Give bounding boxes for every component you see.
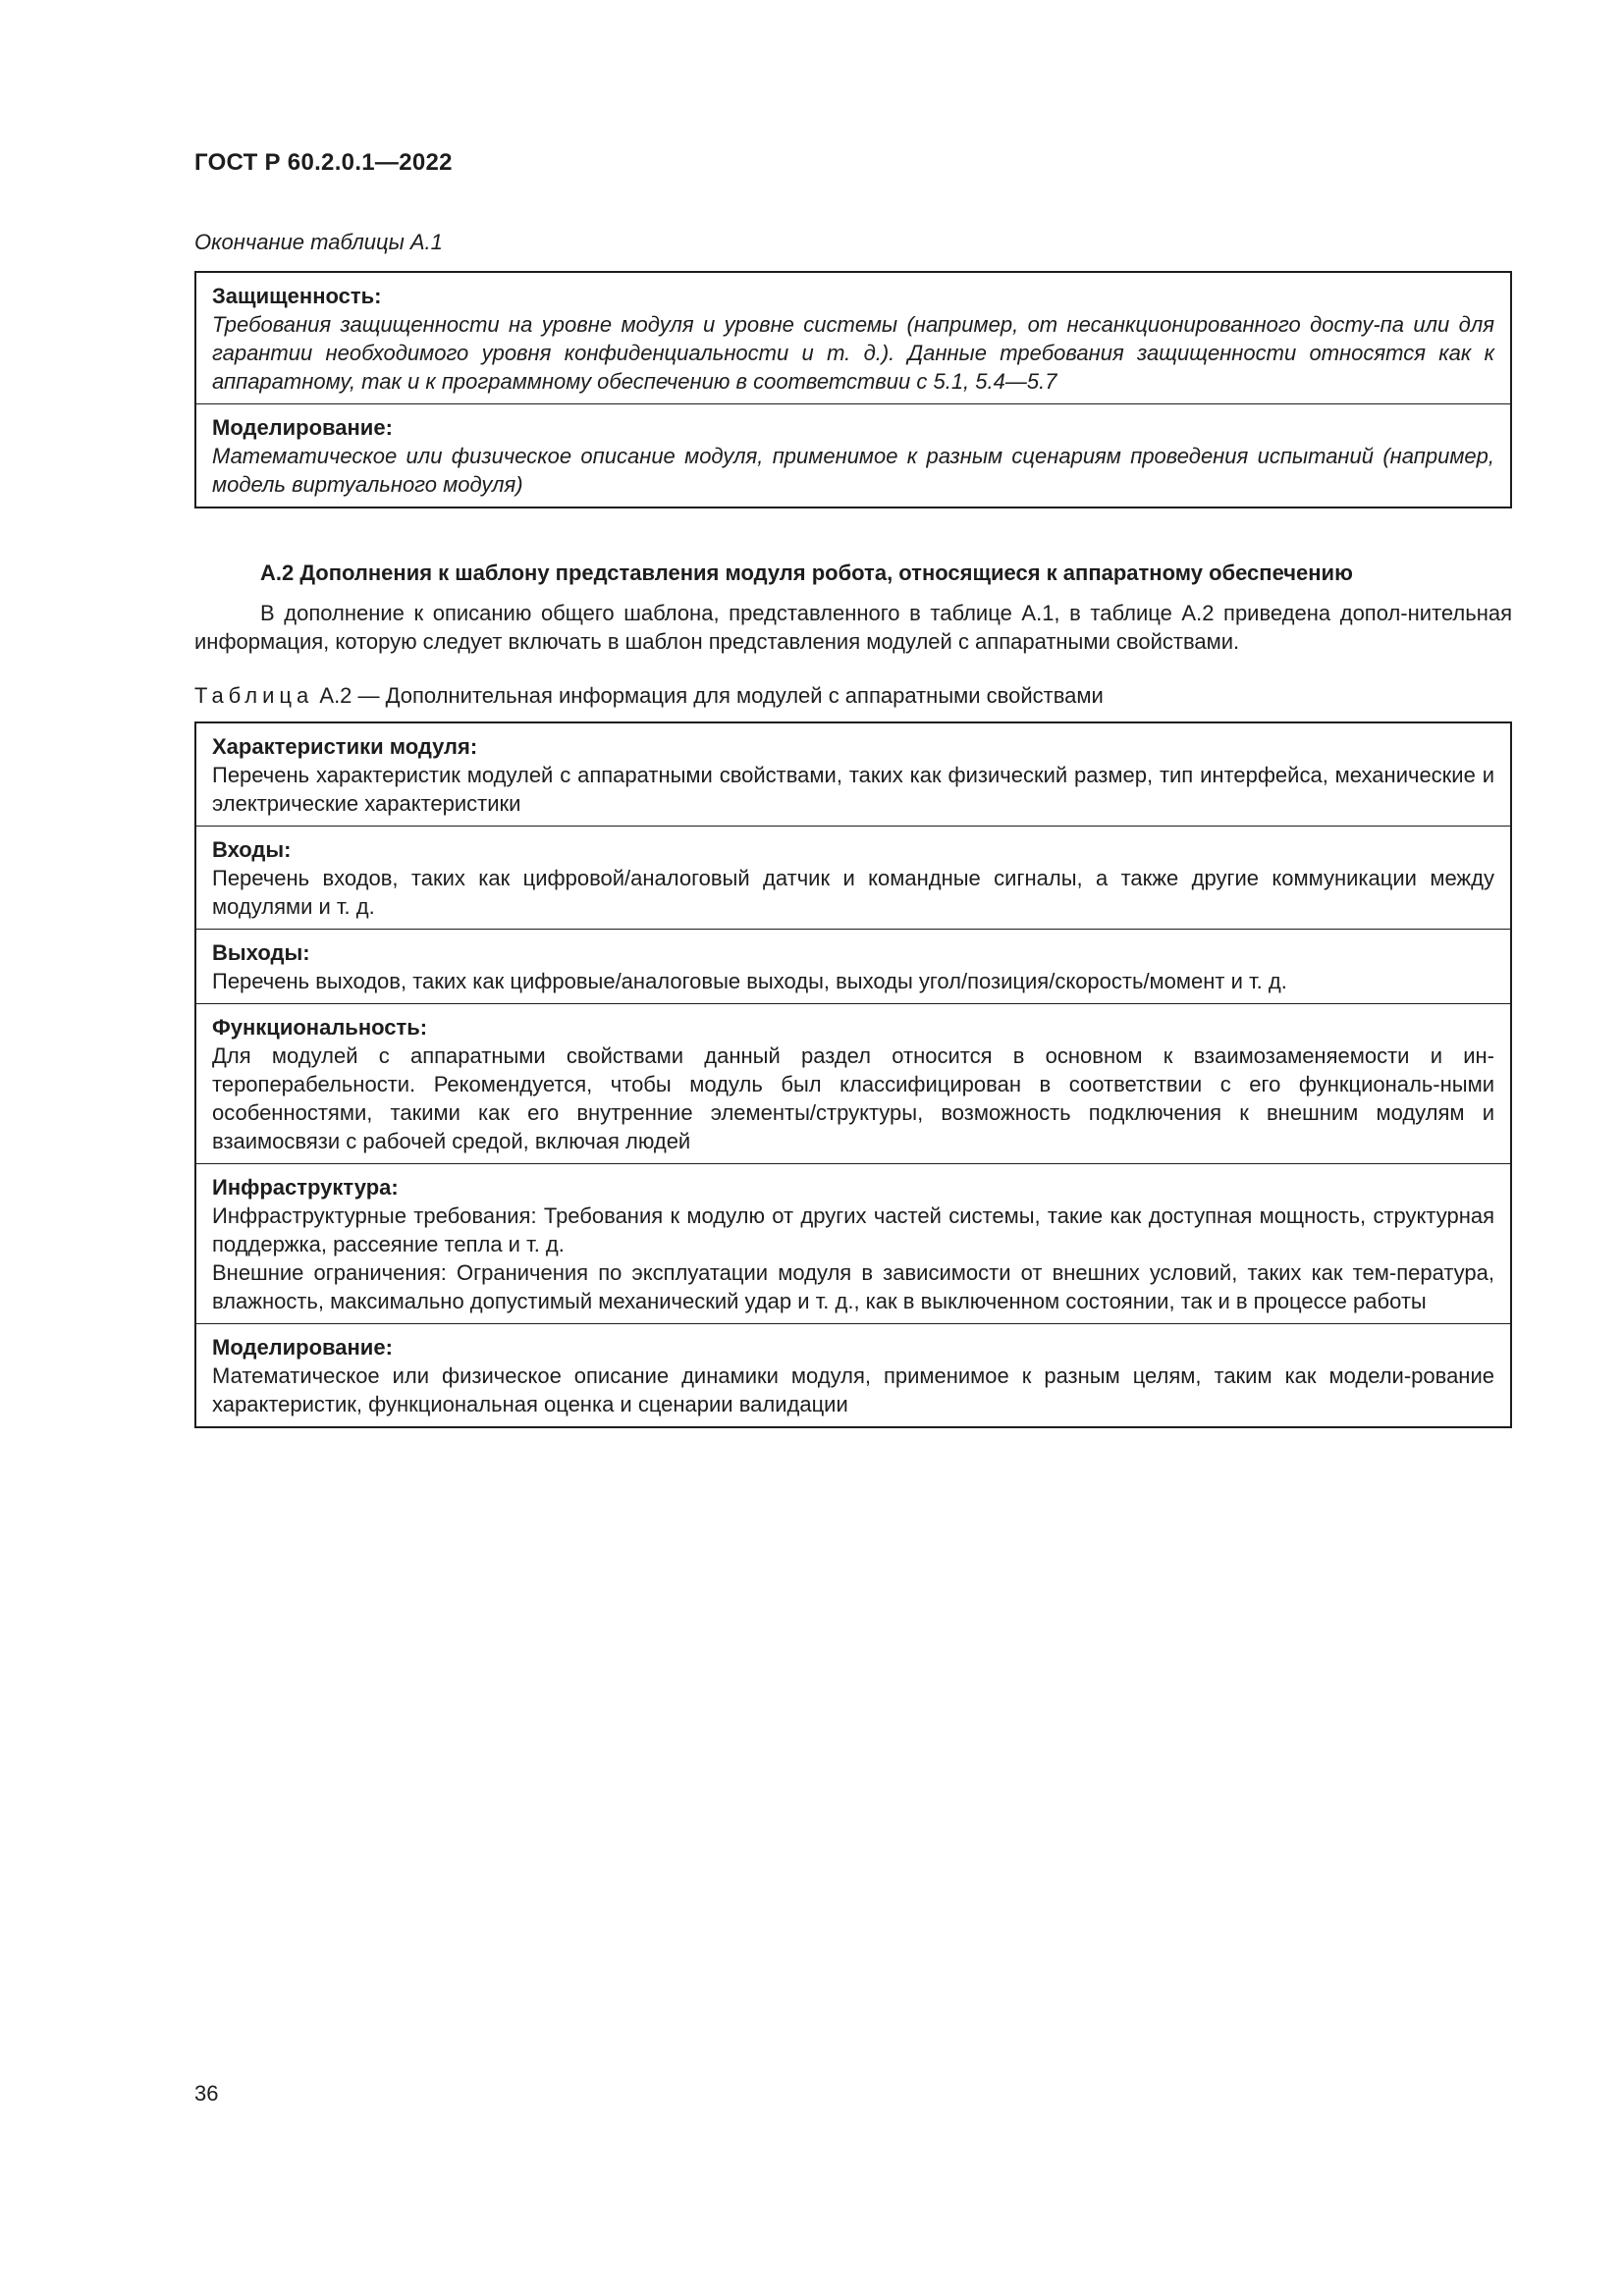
section-paragraph: В дополнение к описанию общего шаблона, представленного в таблице А.1, в таблице А.2 приведена допол-нительная информация, которую следует включать в шаблон представления модулей с аппаратными свойствами. bbox=[194, 601, 1512, 654]
table-a1-row-modeling bbox=[196, 404, 1510, 507]
table-a2-row-inputs bbox=[196, 827, 1510, 930]
row-body: Перечень входов, таких как цифровой/аналоговый датчик и командные сигналы, а также другие коммуникации между модулями и т. д. bbox=[212, 866, 1494, 919]
table-a2-row-functionality bbox=[196, 1004, 1510, 1164]
section-title: А.2 Дополнения к шаблону представления модуля робота, относящиеся к аппаратному обеспечению bbox=[260, 561, 1353, 585]
caption-text: А.2 — Дополнительная информация для модулей с аппаратными свойствами bbox=[319, 683, 1104, 708]
row-heading: Входы: bbox=[212, 837, 292, 862]
table-a1 bbox=[194, 271, 1512, 508]
table-a2-caption bbox=[194, 683, 1104, 709]
table-a2-row-outputs bbox=[196, 930, 1510, 1004]
table-a2 bbox=[194, 721, 1512, 1428]
table-a2-row-infrastructure bbox=[196, 1164, 1510, 1324]
page-number: 36 bbox=[194, 2081, 219, 2106]
table-a2-row-characteristics bbox=[196, 723, 1510, 827]
row-heading: Инфраструктура: bbox=[212, 1175, 399, 1200]
row-heading: Моделирование: bbox=[212, 1335, 393, 1360]
row-body: Требования защищенности на уровне модуля и уровне системы (например, от несанкционированного досту-па или для гарантии необходимого уровня конфиденциальности и т. д.). Данные требования защищенности относятся как к аппаратному, так и к программному обеспечению в соответствии с 5.1, 5.4—5.7 bbox=[212, 312, 1494, 394]
table-a1-row-security bbox=[196, 273, 1510, 404]
row-heading: Защищенность: bbox=[212, 284, 382, 308]
row-body: Для модулей с аппаратными свойствами данный раздел относится в основном к взаимозаменяемости и ин-тероперабельности. Рекомендуется, чтобы модуль был классифицирован в соответствии с его функциональ-ными особенностями, такими как его внутренние элементы/структуры, возможность подключения к внешним модулям и взаимосвязи с рабочей средой, включая людей bbox=[212, 1043, 1494, 1153]
row-heading: Выходы: bbox=[212, 940, 310, 965]
row-body: Математическое или физическое описание модуля, применимое к разным сценариям проведения испытаний (например, модель виртуального модуля) bbox=[212, 444, 1494, 497]
row-heading: Моделирование: bbox=[212, 415, 393, 440]
row-body: Перечень выходов, таких как цифровые/аналоговые выходы, выходы угол/позиция/скорость/момент и т. д. bbox=[212, 969, 1287, 993]
document-id: ГОСТ Р 60.2.0.1—2022 bbox=[194, 149, 453, 176]
row-body: Инфраструктурные требования: Требования к модулю от других частей системы, такие как доступная мощность, структурная поддержка, рассеяние тепла и т. д. bbox=[212, 1203, 1494, 1256]
row-body: Перечень характеристик модулей с аппаратными свойствами, таких как физический размер, тип интерфейса, механические и электрические характеристики bbox=[212, 763, 1494, 816]
row-body: Математическое или физическое описание динамики модуля, применимое к разным целям, таким как модели-рование характеристик, функциональная оценка и сценарии валидации bbox=[212, 1363, 1494, 1416]
table-continuation-label: Окончание таблицы А.1 bbox=[194, 230, 443, 254]
row-heading: Характеристики модуля: bbox=[212, 734, 478, 759]
row-heading: Функциональность: bbox=[212, 1015, 428, 1040]
table-a2-row-modeling bbox=[196, 1324, 1510, 1426]
caption-prefix: Таблица bbox=[194, 683, 314, 708]
row-body-continued: Внешние ограничения: Ограничения по эксплуатации модуля в зависимости от внешних условий, таких как тем-пература, влажность, максимально допустимый механический удар и т. д., как в выключенном состоянии, так и в процессе работы bbox=[212, 1260, 1494, 1313]
